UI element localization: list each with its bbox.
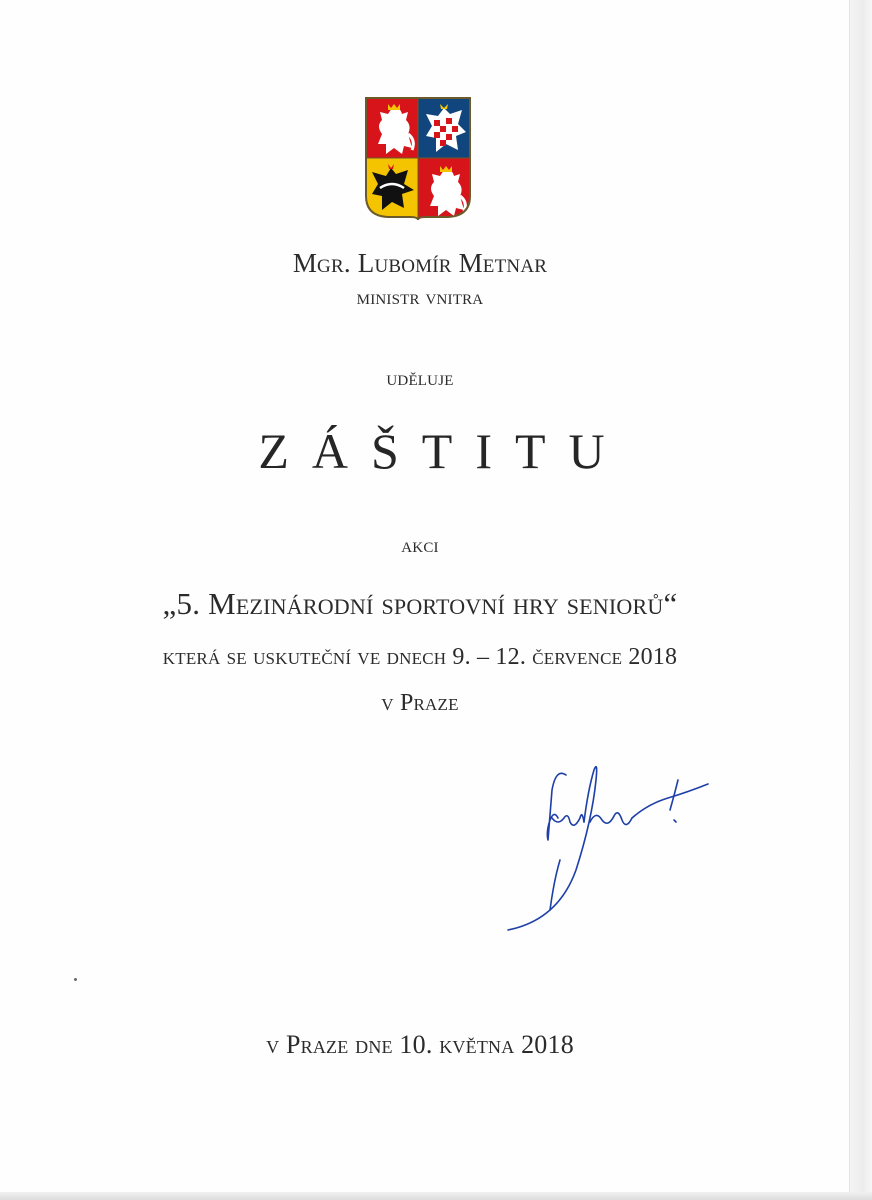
event-label: akci <box>401 533 439 557</box>
issuer-name: Mgr. Lubomír Metnar <box>292 248 548 278</box>
paper-edge <box>849 0 872 1200</box>
issuer-role: ministr vnitra <box>356 284 484 309</box>
grant-verb: uděluje <box>386 366 454 390</box>
document-heading: ZÁŠTITU <box>258 423 628 479</box>
signature-image <box>498 760 718 935</box>
event-dates: která se uskuteční ve dnech 9. – 12. července 2018 <box>162 644 678 670</box>
place-and-date: v Praze dne 10. května 2018 <box>266 1030 574 1059</box>
paper-bottom-edge <box>0 1192 872 1200</box>
scan-speck <box>74 978 77 981</box>
event-name: „5. Mezinárodní sportovní hry seniorů“ <box>162 586 678 621</box>
czech-coat-of-arms-icon <box>364 96 472 221</box>
event-location: v Praze <box>381 690 459 716</box>
